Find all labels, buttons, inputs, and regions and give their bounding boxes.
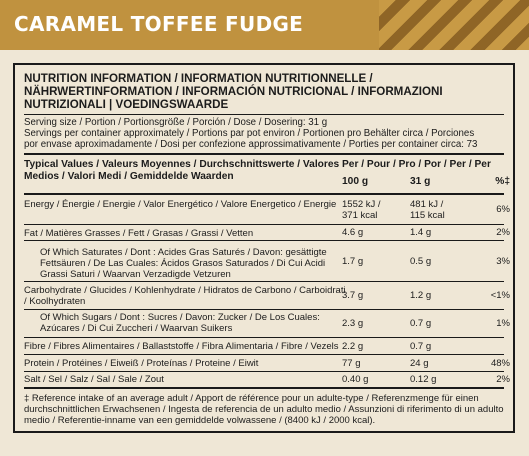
nutrient-label: Energy / Énergie / Energie / Valor Energético / Valore Energetico / Energie [24,199,337,210]
value-per-serving: 0.7 g [410,340,432,352]
value-per-100g: 2.2 g [342,340,364,352]
value-per-serving: 0.5 g [410,255,432,267]
value-per-serving [410,195,465,224]
nutrition-title-line: NUTRIZIONALI | VOEDINGSWAARDE [24,98,229,111]
servings-per-container: Servings per container approximately / Portions par pot environ / Portionen pro Behälter circa / Porciones [24,128,475,139]
reference-intake-pct: 2% [496,227,510,238]
nutrition-title-line: NÄHRWERTINFORMATION / INFORMACIÓN NUTRICIONAL / INFORMAZIONI [24,85,443,98]
per-header-text: Per / Pour / Pro / Por / Per / Per [342,159,491,170]
reference-intake-footnote: ‡ Reference intake of an average adult / Apport de référence pour un adulte-type / Referenzmenge für einen durchschnittlichen Erwachsenen / Ingesta de referencia de un adulto medio / Assunzioni di riferimento di un adulto medio / Referentie-inname van een gemiddelde volwassene / (8400 kJ / 2000 kcal). [24,393,504,426]
value-per-serving: 1.2 g [410,290,432,301]
value-per-serving: 0.7 g [410,318,432,329]
value-per-serving: 0.12 g [410,374,437,385]
nutrient-label: Fat / Matières Grasses / Fett / Grasas / Grassi / Vetten [24,228,254,239]
typical-values-header: Typical Values / Valeurs Moyennes / Durchschnittswerte / Valores Medios / Valori Medi / Gemiddelde Waarden [24,159,340,182]
nutrient-label: Of Which Sugars / Dont : Sucres / Davon: Zucker / De Los Cuales: Azúcares / Di Cui Zuccheri / Waarvan Suikers [40,312,320,334]
value-per-serving: 1.4 g [410,227,432,238]
servings-per-container-cont: por envase aproximadamente / Dosi per confezione approssimativamente / Porties per container circa: 73 [24,139,478,150]
value-per-serving: 24 g [410,357,429,369]
reference-intake-pct: 1% [496,318,510,329]
value-line: 1552 kJ / [342,198,381,210]
reference-intake-pct: <1% [490,290,510,301]
reference-intake-pct: 6% [496,204,510,215]
reference-intake-pct: 48% [490,357,510,369]
value-per-100g: 2.3 g [342,318,364,329]
value-per-100g: 0.40 g [342,374,369,385]
serving-size: Serving size / Portion / Portionsgröße / Porción / Dose / Dosering: 31 g [24,117,328,128]
nutrient-label: Carbohydrate / Glucides / Kohlenhydrate / Hidratos de Carbono / Carboidrati / Koolhydraten [24,285,346,307]
table-row-energy [24,195,510,225]
nutrition-title [24,72,504,115]
table-row-fat [24,225,510,241]
banner-stripes [379,0,529,50]
value-per-100g [342,195,402,224]
value-line: 115 kcal [410,209,445,221]
nutrient-label: Protein / Protéines / Eiweiß / Proteínas / Proteine / Eiwit [24,358,259,369]
product-banner [0,0,529,50]
per-100g-header: 100 g [342,176,369,187]
table-row-fibre [24,338,504,355]
per-serving-header: 31 g [410,176,431,187]
reference-intake-pct [469,338,510,354]
table-row-sugars [24,310,510,338]
nutrition-title-line: NUTRITION INFORMATION / INFORMATION NUTRITIONNELLE / [24,72,373,85]
value-per-100g: 77 g [342,357,361,369]
table-row-protein [24,355,510,372]
table-header-row [24,155,510,195]
reference-intake-header: %‡ [495,176,510,187]
nutrient-label: Salt / Sel / Salz / Sal / Sale / Zout [24,374,164,385]
nutrition-panel-content [24,72,510,426]
value-per-100g: 3.7 g [342,290,364,301]
nutrition-panel [13,63,515,433]
nutrient-label: Of Which Saturates / Dont : Acides Gras Saturés / Davon: gesättigte Fettsäuren / De Las Cuales: Ácidos Grasos Saturados / Di Cui Acidi Grassi Saturi / Waarvan Verzadigde Vetzuren [40,247,327,280]
reference-intake-pct: 3% [496,255,510,267]
value-line: 371 kcal [342,209,378,221]
value-per-100g: 1.7 g [342,255,364,267]
table-row-saturates [24,241,510,282]
table-row-carbohydrate [24,282,510,310]
flavor-title: CARAMEL TOFFEE FUDGE [14,12,304,36]
serving-info [24,115,504,155]
reference-intake-pct: 2% [496,374,510,385]
table-row-salt [24,372,510,389]
nutrient-label: Fibre / Fibres Alimentaires / Ballaststoffe / Fibra Alimentaria / Fibre / Vezels [24,341,339,352]
value-per-100g: 4.6 g [342,227,364,238]
value-line: 481 kJ / [410,198,444,210]
